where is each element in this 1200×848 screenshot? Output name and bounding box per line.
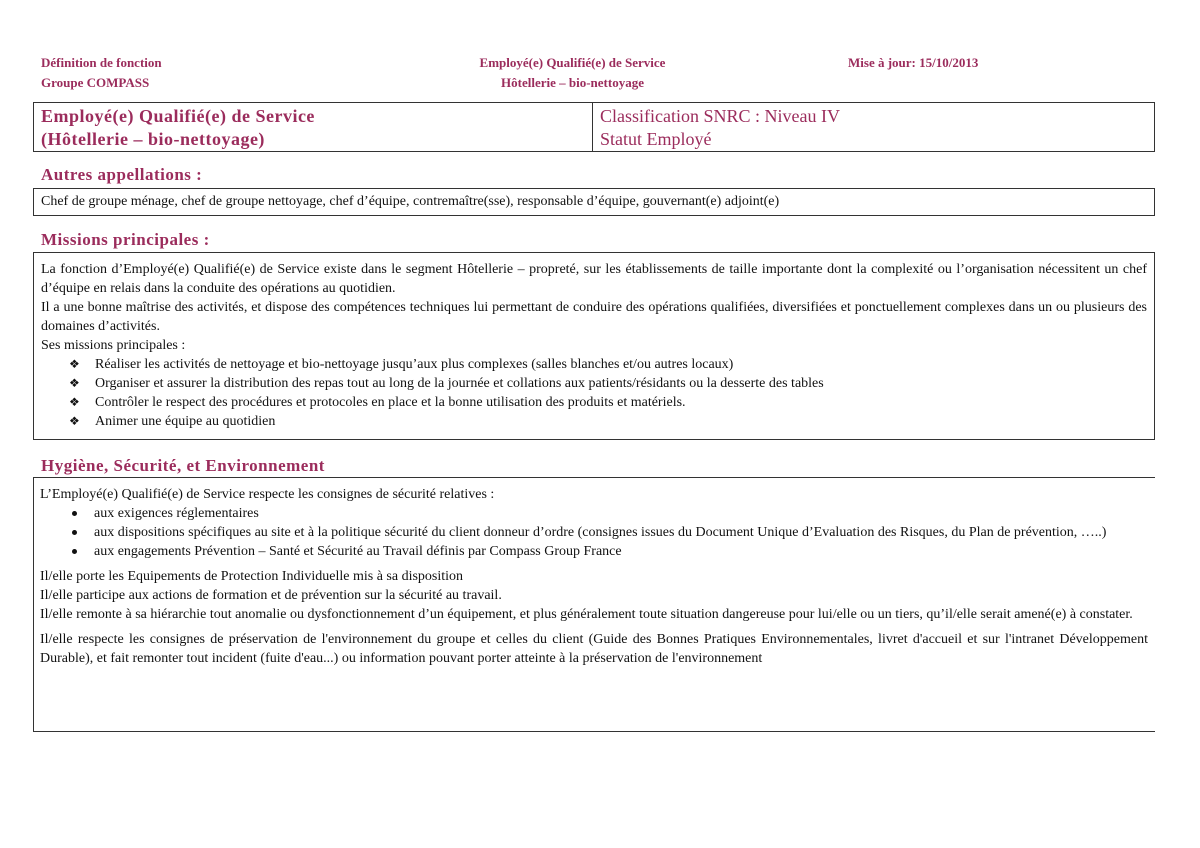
diamond-bullet-icon: ❖	[69, 414, 80, 428]
diamond-bullet-icon: ❖	[69, 357, 80, 371]
appellations-box	[33, 188, 1155, 216]
status: Statut Employé	[600, 129, 712, 149]
hse-environment-paragraph: Il/elle respecte les consignes de préservation de l'environnement du groupe et celles du client (Guide des Bonnes Pratiques Environnementales, livret d'accueil et sur l'intranet Développement Durable), et fait remonter tout incident (fuite d'eau...) ou information pouvant porter atteinte à la préservation de l'environnement	[40, 632, 1148, 666]
missions-paragraph: Il a une bonne maîtrise des activités, et dispose des compétences techniques lui permettant de conduire des opérations qualifiées, diversifiées et ponctuellement complexes dans un ou plusieurs des domaines d’activités.	[41, 300, 1147, 334]
list-item: ❖ Réaliser les activités de nettoyage et bio-nettoyage jusqu’aux plus complexes (salles blanches et/ou autres locaux)	[69, 357, 734, 372]
missions-paragraph: La fonction d’Employé(e) Qualifié(e) de Service existe dans le segment Hôtellerie – propreté, sur les établissements de taille importante dont la complexité ou l’organisation nécessitent un chef d’équipe en relais dans la conduite des opérations au quotidien.	[41, 262, 1147, 296]
list-item: aux dispositions spécifiques au site et à la politique sécurité du client donneur d’ordre (consignes issues du Document Unique d’Evaluation des Risques, du Plan de prévention, …..)	[72, 523, 1148, 542]
list-item: ❖ Animer une équipe au quotidien	[69, 414, 276, 429]
title-box	[33, 102, 1155, 152]
bullet-icon	[72, 511, 77, 516]
list-item: ❖ Organiser et assurer la distribution des repas tout au long de la journée et collations aux patients/résidants ou la desserte des tables	[69, 376, 824, 391]
section-heading-missions: Missions principales :	[41, 230, 210, 249]
job-title: Employé(e) Qualifié(e) de Service	[41, 106, 315, 126]
appellations-text: Chef de groupe ménage, chef de groupe nettoyage, chef d’équipe, contremaître(sse), responsable d’équipe, gouvernant(e) adjoint(e)	[41, 194, 780, 209]
hse-paragraph: Il/elle porte les Equipements de Protection Individuelle mis à sa disposition	[40, 569, 464, 584]
hse-paragraph: Il/elle remonte à sa hiérarchie tout anomalie ou dysfonctionnement d’un équipement, et plus généralement toute situation dangereuse pour lui/elle ou un tiers, qu’il/elle serait amené(e) à constater.	[40, 607, 1133, 622]
classification: Classification SNRC : Niveau IV	[600, 106, 840, 126]
list-item: ❖ Contrôler le respect des procédures et protocoles en place et la bonne utilisation des produits et matériels.	[69, 395, 686, 410]
section-heading-hse: Hygiène, Sécurité, et Environnement	[41, 456, 325, 475]
hse-intro: L’Employé(e) Qualifié(e) de Service respecte les consignes de sécurité relatives :	[40, 487, 495, 502]
section-heading-appellations: Autres appellations :	[41, 165, 203, 184]
hse-box	[33, 477, 1155, 732]
job-title-cell	[34, 103, 593, 151]
group-name: Groupe COMPASS	[41, 75, 150, 90]
hse-list	[40, 504, 1148, 561]
diamond-bullet-icon: ❖	[69, 376, 80, 390]
missions-box	[33, 252, 1155, 440]
classification-cell	[593, 103, 1154, 151]
diamond-bullet-icon: ❖	[69, 395, 80, 409]
doc-type: Définition de fonction	[41, 55, 162, 70]
header-left	[41, 53, 162, 93]
missions-list	[41, 355, 1147, 431]
list-item: aux engagements Prévention – Santé et Sécurité au Travail définis par Compass Group France	[72, 542, 1148, 561]
job-subtitle: (Hôtellerie – bio-nettoyage)	[41, 129, 265, 149]
list-item: aux exigences réglementaires	[72, 504, 1148, 523]
hse-paragraph: Il/elle participe aux actions de formation et de prévention sur la sécurité au travail.	[40, 588, 502, 603]
job-title-header: Employé(e) Qualifié(e) de Service	[479, 55, 666, 70]
missions-list-intro: Ses missions principales :	[41, 338, 186, 353]
bullet-icon	[72, 530, 77, 535]
job-subtitle-header: Hôtellerie – bio-nettoyage	[501, 75, 644, 90]
update-date: Mise à jour: 15/10/2013	[848, 55, 979, 70]
bullet-icon	[72, 549, 77, 554]
header-center	[400, 53, 745, 93]
